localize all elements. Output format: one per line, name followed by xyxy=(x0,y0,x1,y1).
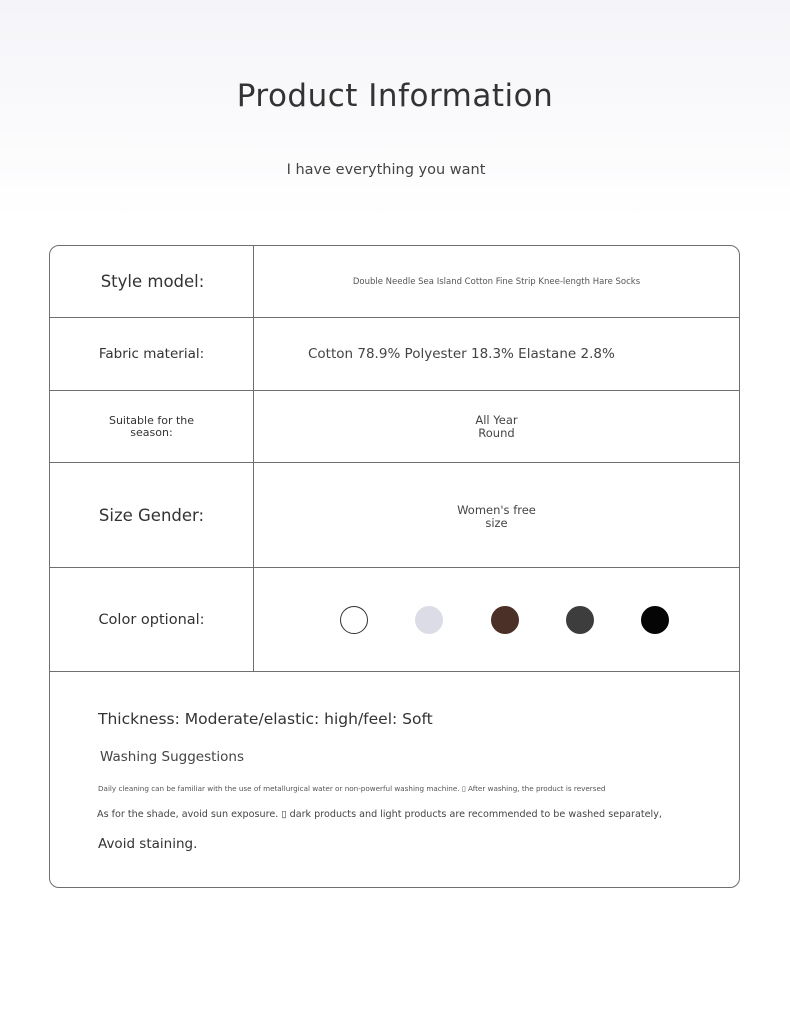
product-info-card xyxy=(49,245,740,888)
color-swatch-dark-gray[interactable] xyxy=(566,606,594,634)
washing-suggestions-title: Washing Suggestions xyxy=(100,749,245,765)
fabric-material-value: Cotton 78.9% Polyester 18.3% Elastane 2.8% xyxy=(308,346,615,362)
row-color-optional xyxy=(50,568,739,672)
size-gender-label: Size Gender: xyxy=(50,463,254,567)
page-subtitle: I have everything you want xyxy=(286,162,486,178)
washing-text-line2: As for the shade, avoid sun exposure. ▯ dark products and light products are recommended to be washed separately, xyxy=(97,809,662,820)
season-label-cell xyxy=(50,391,254,462)
row-style-model xyxy=(50,246,739,318)
size-gender-value xyxy=(254,463,739,569)
color-swatch-cell xyxy=(254,568,739,671)
product-notes xyxy=(50,672,739,888)
style-model-value: Double Needle Sea Island Cotton Fine Strip Knee-length Hare Socks xyxy=(352,276,641,287)
color-swatch-light-gray[interactable] xyxy=(415,606,443,634)
thickness-text: Thickness: Moderate/elastic: high/feel: Soft xyxy=(98,710,433,728)
color-swatch-brown[interactable] xyxy=(491,606,519,634)
size-value-line2: size xyxy=(485,516,508,530)
color-optional-label: Color optional: xyxy=(50,568,254,671)
season-label: Suitable for the season: xyxy=(108,413,195,439)
size-value-line1: Women's free xyxy=(457,503,536,517)
row-season xyxy=(50,391,739,463)
season-value xyxy=(254,391,739,462)
page-title: Product Information xyxy=(236,78,554,114)
washing-text-line1: Daily cleaning can be familiar with the use of metallurgical water or non-powerful washing machine. ▯ After washing, the product is reversed xyxy=(98,784,606,793)
style-model-label: Style model: xyxy=(50,246,254,317)
row-size-gender xyxy=(50,463,739,568)
color-swatches xyxy=(340,606,680,636)
season-value-line2: Round xyxy=(478,425,515,440)
row-fabric-material xyxy=(50,318,739,391)
washing-text-line3: Avoid staining. xyxy=(98,836,198,852)
color-swatch-black[interactable] xyxy=(641,606,669,634)
season-value-line1: All Year xyxy=(475,412,518,427)
color-swatch-white[interactable] xyxy=(340,606,368,634)
fabric-material-label: Fabric material: xyxy=(50,318,254,390)
